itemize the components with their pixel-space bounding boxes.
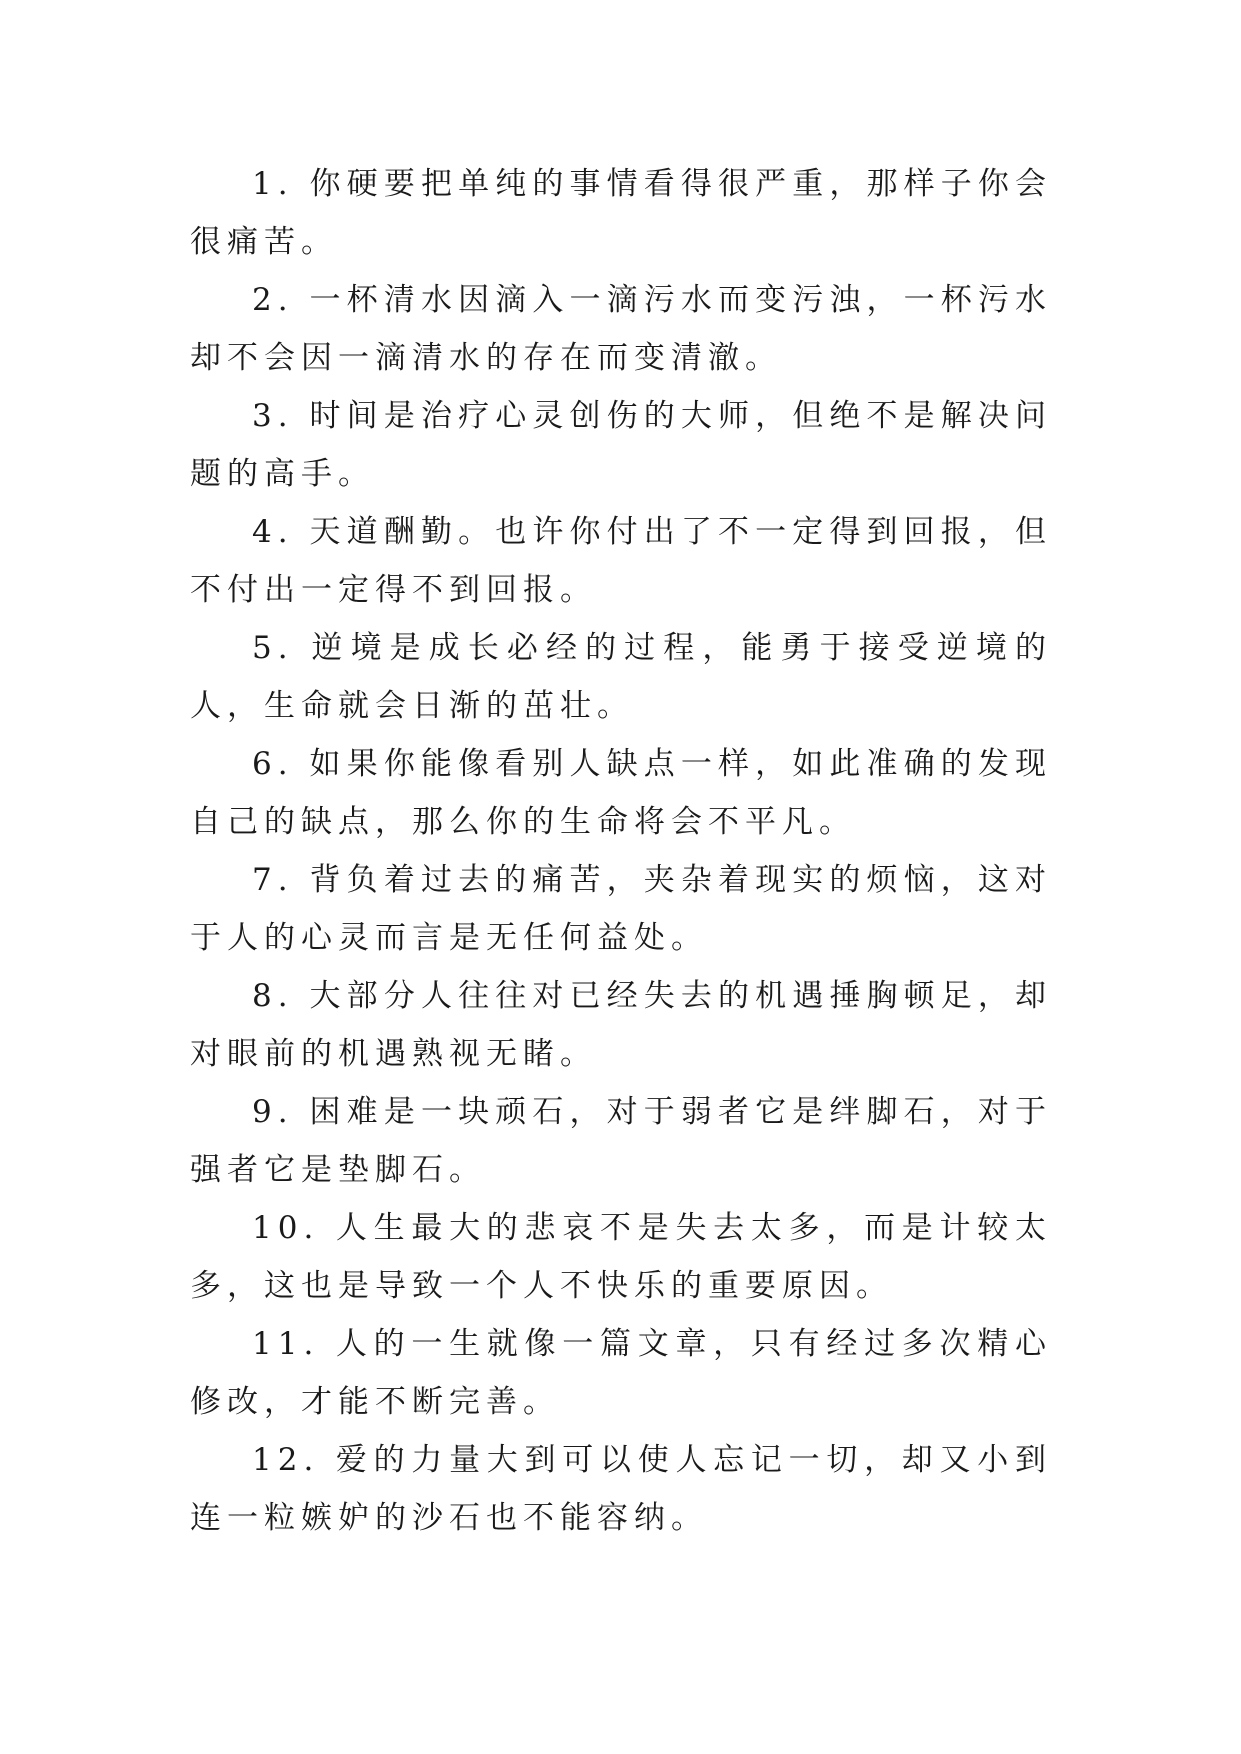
- quote-item-7: 7. 背负着过去的痛苦，夹杂着现实的烦恼，这对于人的心灵而言是无任何益处。: [190, 862, 1052, 956]
- quote-item-4: 4. 天道酬勤。也许你付出了不一定得到回报，但不付出一定得不到回报。: [190, 514, 1052, 608]
- quote-item-3: 3. 时间是治疗心灵创伤的大师，但绝不是解决问题的高手。: [190, 398, 1052, 492]
- quote-item-6: 6. 如果你能像看别人缺点一样，如此准确的发现自己的缺点，那么你的生命将会不平凡。: [190, 746, 1052, 840]
- quote-item-1: 1. 你硬要把单纯的事情看得很严重，那样子你会很痛苦。: [190, 166, 1052, 260]
- quote-item-2: 2. 一杯清水因滴入一滴污水而变污浊，一杯污水却不会因一滴清水的存在而变清澈。: [190, 282, 1052, 376]
- quote-item-8: 8. 大部分人往往对已经失去的机遇捶胸顿足，却对眼前的机遇熟视无睹。: [190, 978, 1052, 1072]
- quote-item-9: 9. 困难是一块顽石，对于弱者它是绊脚石，对于强者它是垫脚石。: [190, 1094, 1052, 1188]
- quote-item-5: 5. 逆境是成长必经的过程，能勇于接受逆境的人，生命就会日渐的茁壮。: [190, 630, 1052, 724]
- quote-item-12: 12. 爱的力量大到可以使人忘记一切，却又小到连一粒嫉妒的沙石也不能容纳。: [190, 1442, 1052, 1536]
- quote-item-10: 10. 人生最大的悲哀不是失去太多，而是计较太多，这也是导致一个人不快乐的重要原因。: [190, 1210, 1052, 1304]
- quote-item-11: 11. 人的一生就像一篇文章，只有经过多次精心修改，才能不断完善。: [190, 1326, 1052, 1420]
- document-body: [190, 155, 1052, 1547]
